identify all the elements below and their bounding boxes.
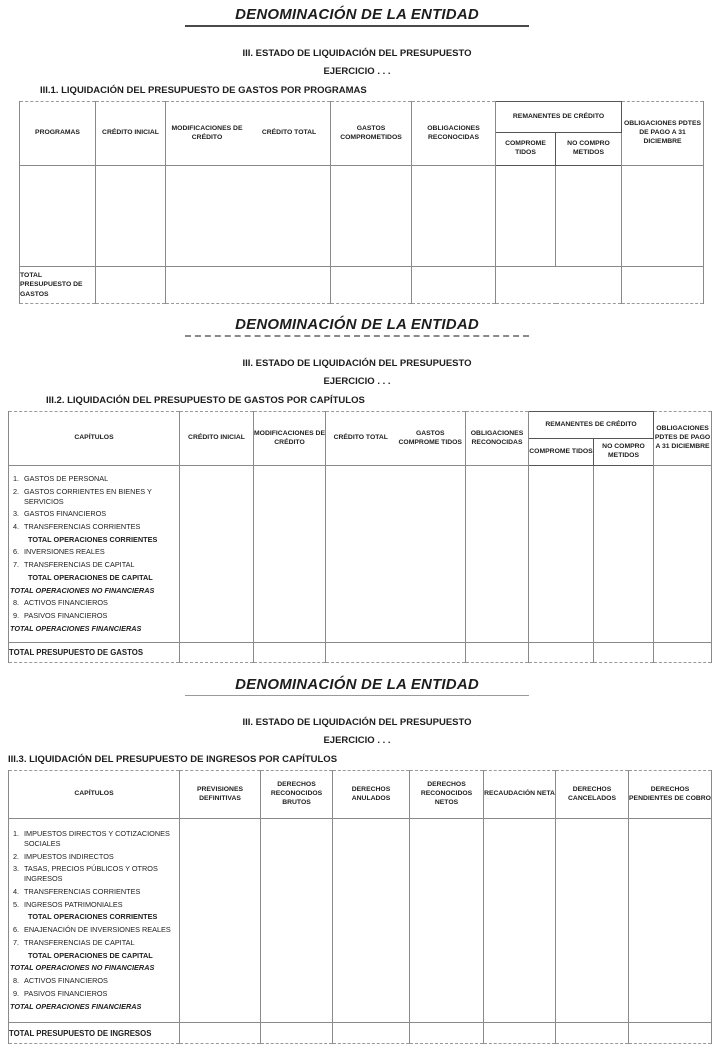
table-ingresos-capitulos bbox=[8, 770, 712, 1044]
col-header-credito-inicial: CRÉDITO INICIAL bbox=[180, 412, 254, 466]
empty-cell bbox=[629, 1023, 712, 1044]
empty-cell bbox=[410, 819, 484, 1023]
col-header-modificaciones: MODIFICACIONES DE CRÉDITO bbox=[254, 412, 326, 466]
row-label: 4. TRANSFERENCIAS CORRIENTES bbox=[13, 521, 141, 531]
col-header-gastos-comprometidos: GASTOS COMPROME TIDOS bbox=[398, 429, 462, 446]
col-header-credito-total-gastos bbox=[326, 412, 466, 466]
empty-cell bbox=[654, 466, 712, 643]
row-label: 1. GASTOS DE PERSONAL bbox=[13, 474, 109, 484]
empty-cell bbox=[96, 166, 166, 267]
statement-title: III. ESTADO DE LIQUIDACIÓN DEL PRESUPUESTO bbox=[242, 48, 472, 59]
row-label: 5. INGRESOS PATRIMONIALES bbox=[13, 899, 123, 909]
empty-cell bbox=[326, 466, 466, 643]
empty-cell bbox=[333, 1023, 410, 1044]
row-label: 9. PASIVOS FINANCIEROS bbox=[13, 988, 108, 998]
section-heading: III.2. LIQUIDACIÓN DEL PRESUPUESTO DE GASTOS POR CAPÍTULOS bbox=[46, 395, 365, 406]
empty-cell bbox=[261, 1023, 333, 1044]
capitulos-list bbox=[9, 466, 180, 643]
entity-title-wrap bbox=[0, 6, 714, 27]
col-header-programas: PROGRAMAS bbox=[20, 102, 96, 166]
empty-cell bbox=[496, 267, 622, 304]
empty-cell bbox=[326, 643, 466, 663]
empty-cell bbox=[261, 819, 333, 1023]
statement-title: III. ESTADO DE LIQUIDACIÓN DEL PRESUPUESTO bbox=[242, 717, 472, 728]
empty-cell bbox=[331, 267, 412, 304]
row-label: 3. GASTOS FINANCIEROS bbox=[13, 509, 107, 519]
row-label: 8. ACTIVOS FINANCIEROS bbox=[13, 598, 108, 608]
empty-cell bbox=[254, 466, 326, 643]
col-header-obligaciones-pdtes: OBLIGACIONES PDTES DE PAGO A 31 DICIEMBRE bbox=[654, 412, 712, 466]
empty-cell bbox=[333, 819, 410, 1023]
col-header-derechos-pendientes: DERECHOS PENDIENTES DE COBRO bbox=[629, 771, 712, 819]
row-label: 7. TRANSFERENCIAS DE CAPITAL bbox=[13, 559, 135, 569]
col-header-previsiones-definitivas: PREVISIONES DEFINITIVAS bbox=[180, 771, 261, 819]
col-header-no-comprometidos: NO COMPRO METIDOS bbox=[594, 439, 654, 466]
col-header-no-comprometidos: NO COMPRO METIDOS bbox=[556, 133, 622, 166]
empty-cell bbox=[654, 643, 712, 663]
total-financieras-label: TOTAL OPERACIONES FINANCIERAS bbox=[10, 1001, 142, 1011]
entity-title: DENOMINACIÓN DE LA ENTIDAD bbox=[185, 316, 529, 337]
ejercicio-label: EJERCICIO . . . bbox=[323, 376, 391, 387]
empty-cell bbox=[622, 166, 704, 267]
entity-title: DENOMINACIÓN DE LA ENTIDAD bbox=[185, 676, 529, 696]
subtotal-row-label: TOTAL OPERACIONES DE CAPITAL bbox=[28, 572, 153, 582]
empty-cell bbox=[96, 267, 166, 304]
row-label: 4. TRANSFERENCIAS CORRIENTES bbox=[13, 887, 141, 896]
empty-cell bbox=[410, 1023, 484, 1044]
row-label: 6. INVERSIONES REALES bbox=[13, 547, 105, 557]
empty-cell bbox=[529, 466, 594, 643]
empty-cell bbox=[556, 166, 622, 267]
total-row-label: TOTAL PRESUPUESTO DE INGRESOS bbox=[9, 1023, 180, 1044]
col-header-obligaciones-reconocidas: OBLIGACIONES RECONOCIDAS bbox=[466, 412, 529, 466]
row-label: 2. IMPUESTOS INDIRECTOS bbox=[13, 851, 114, 861]
col-header-modificaciones-credito-total bbox=[166, 102, 331, 166]
row-label: 1. IMPUESTOS DIRECTOS Y COTIZACIONES SOCIALES bbox=[13, 829, 170, 849]
col-header-derechos-netos: DERECHOS RECONOCIDOS NETOS bbox=[410, 771, 484, 819]
empty-cell bbox=[180, 819, 261, 1023]
empty-cell bbox=[594, 466, 654, 643]
col-header-credito-total: CRÉDITO TOTAL bbox=[261, 129, 317, 137]
entity-title-wrap bbox=[0, 316, 714, 337]
empty-cell bbox=[412, 166, 496, 267]
col-header-obligaciones-reconocidas: OBLIGACIONES RECONOCIDAS bbox=[412, 102, 496, 166]
total-financieras-label: TOTAL OPERACIONES FINANCIERAS bbox=[10, 623, 142, 633]
empty-cell bbox=[496, 166, 556, 267]
empty-cell bbox=[622, 267, 704, 304]
col-header-gastos-comprometidos: GASTOS COMPROMETIDOS bbox=[331, 102, 412, 166]
subtotal-row-label: TOTAL OPERACIONES CORRIENTES bbox=[28, 534, 158, 544]
total-row-label: TOTAL PRESUPUESTO DE GASTOS bbox=[20, 267, 96, 304]
col-header-recaudacion-neta: RECAUDACIÓN NETA bbox=[484, 771, 556, 819]
col-header-derechos-brutos: DERECHOS RECONOCIDOS BRUTOS bbox=[261, 771, 333, 819]
capitulos-list bbox=[9, 819, 180, 1023]
empty-cell bbox=[466, 466, 529, 643]
empty-cell bbox=[166, 267, 331, 304]
total-no-financieras-label: TOTAL OPERACIONES NO FINANCIERAS bbox=[10, 963, 155, 973]
empty-cell bbox=[556, 1023, 629, 1044]
empty-cell bbox=[594, 643, 654, 663]
section-ingresos-capitulos bbox=[0, 676, 714, 1044]
statement-title: III. ESTADO DE LIQUIDACIÓN DEL PRESUPUESTO bbox=[242, 358, 472, 369]
empty-cell bbox=[20, 166, 96, 267]
col-header-derechos-cancelados: DERECHOS CANCELADOS bbox=[556, 771, 629, 819]
col-header-modificaciones: MODIFICACIONES DE CRÉDITO bbox=[171, 124, 243, 141]
col-header-remanentes: REMANENTES DE CRÉDITO bbox=[496, 102, 622, 133]
ejercicio-label: EJERCICIO . . . bbox=[323, 735, 391, 746]
section-gastos-programas bbox=[0, 6, 714, 304]
row-label: 3. TASAS, PRECIOS PÚBLICOS Y OTROS INGRESOS bbox=[13, 864, 158, 884]
table-gastos-programas bbox=[19, 101, 704, 304]
empty-cell bbox=[180, 466, 254, 643]
col-header-credito-inicial: CRÉDITO INICIAL bbox=[96, 102, 166, 166]
subtotal-row-label: TOTAL OPERACIONES DE CAPITAL bbox=[28, 950, 153, 960]
section-heading: III.3. LIQUIDACIÓN DEL PRESUPUESTO DE INGRESOS POR CAPÍTULOS bbox=[8, 754, 338, 765]
row-label: 9. PASIVOS FINANCIEROS bbox=[13, 610, 108, 620]
row-label: 7. TRANSFERENCIAS DE CAPITAL bbox=[13, 937, 135, 947]
row-label: 8. ACTIVOS FINANCIEROS bbox=[13, 976, 108, 986]
section-heading: III.1. LIQUIDACIÓN DEL PRESUPUESTO DE GASTOS POR PROGRAMAS bbox=[40, 85, 367, 96]
entity-title-wrap bbox=[0, 676, 714, 696]
empty-cell bbox=[484, 819, 556, 1023]
col-header-derechos-anulados: DERECHOS ANULADOS bbox=[333, 771, 410, 819]
col-header-capitulos: CAPÍTULOS bbox=[9, 412, 180, 466]
empty-cell bbox=[180, 643, 254, 663]
table-gastos-capitulos bbox=[8, 411, 712, 663]
col-header-credito-total: CRÉDITO TOTAL bbox=[333, 434, 388, 442]
total-row-label: TOTAL PRESUPUESTO DE GASTOS bbox=[9, 643, 180, 663]
empty-cell bbox=[412, 267, 496, 304]
empty-cell bbox=[331, 166, 412, 267]
row-label: 2. GASTOS CORRIENTES EN BIENES Y SERVICIOS bbox=[13, 486, 152, 506]
empty-cell bbox=[166, 166, 331, 267]
row-label: 6. ENAJENACIÓN DE INVERSIONES REALES bbox=[13, 925, 171, 935]
section-gastos-capitulos bbox=[0, 316, 714, 663]
empty-cell bbox=[556, 819, 629, 1023]
empty-cell bbox=[529, 643, 594, 663]
subtotal-row-label: TOTAL OPERACIONES CORRIENTES bbox=[28, 912, 158, 922]
col-header-capitulos: CAPÍTULOS bbox=[9, 771, 180, 819]
empty-cell bbox=[466, 643, 529, 663]
col-header-comprometidos: COMPROME TIDOS bbox=[496, 133, 556, 166]
ejercicio-label: EJERCICIO . . . bbox=[323, 66, 391, 77]
entity-title: DENOMINACIÓN DE LA ENTIDAD bbox=[185, 6, 529, 27]
empty-cell bbox=[180, 1023, 261, 1044]
col-header-remanentes: REMANENTES DE CRÉDITO bbox=[529, 412, 654, 439]
col-header-obligaciones-pdtes: OBLIGACIONES PDTES DE PAGO A 31 DICIEMBRE bbox=[622, 102, 704, 166]
total-no-financieras-label: TOTAL OPERACIONES NO FINANCIERAS bbox=[10, 585, 155, 595]
empty-cell bbox=[254, 643, 326, 663]
empty-cell bbox=[484, 1023, 556, 1044]
empty-cell bbox=[629, 819, 712, 1023]
col-header-comprometidos: COMPROME TIDOS bbox=[529, 439, 594, 466]
